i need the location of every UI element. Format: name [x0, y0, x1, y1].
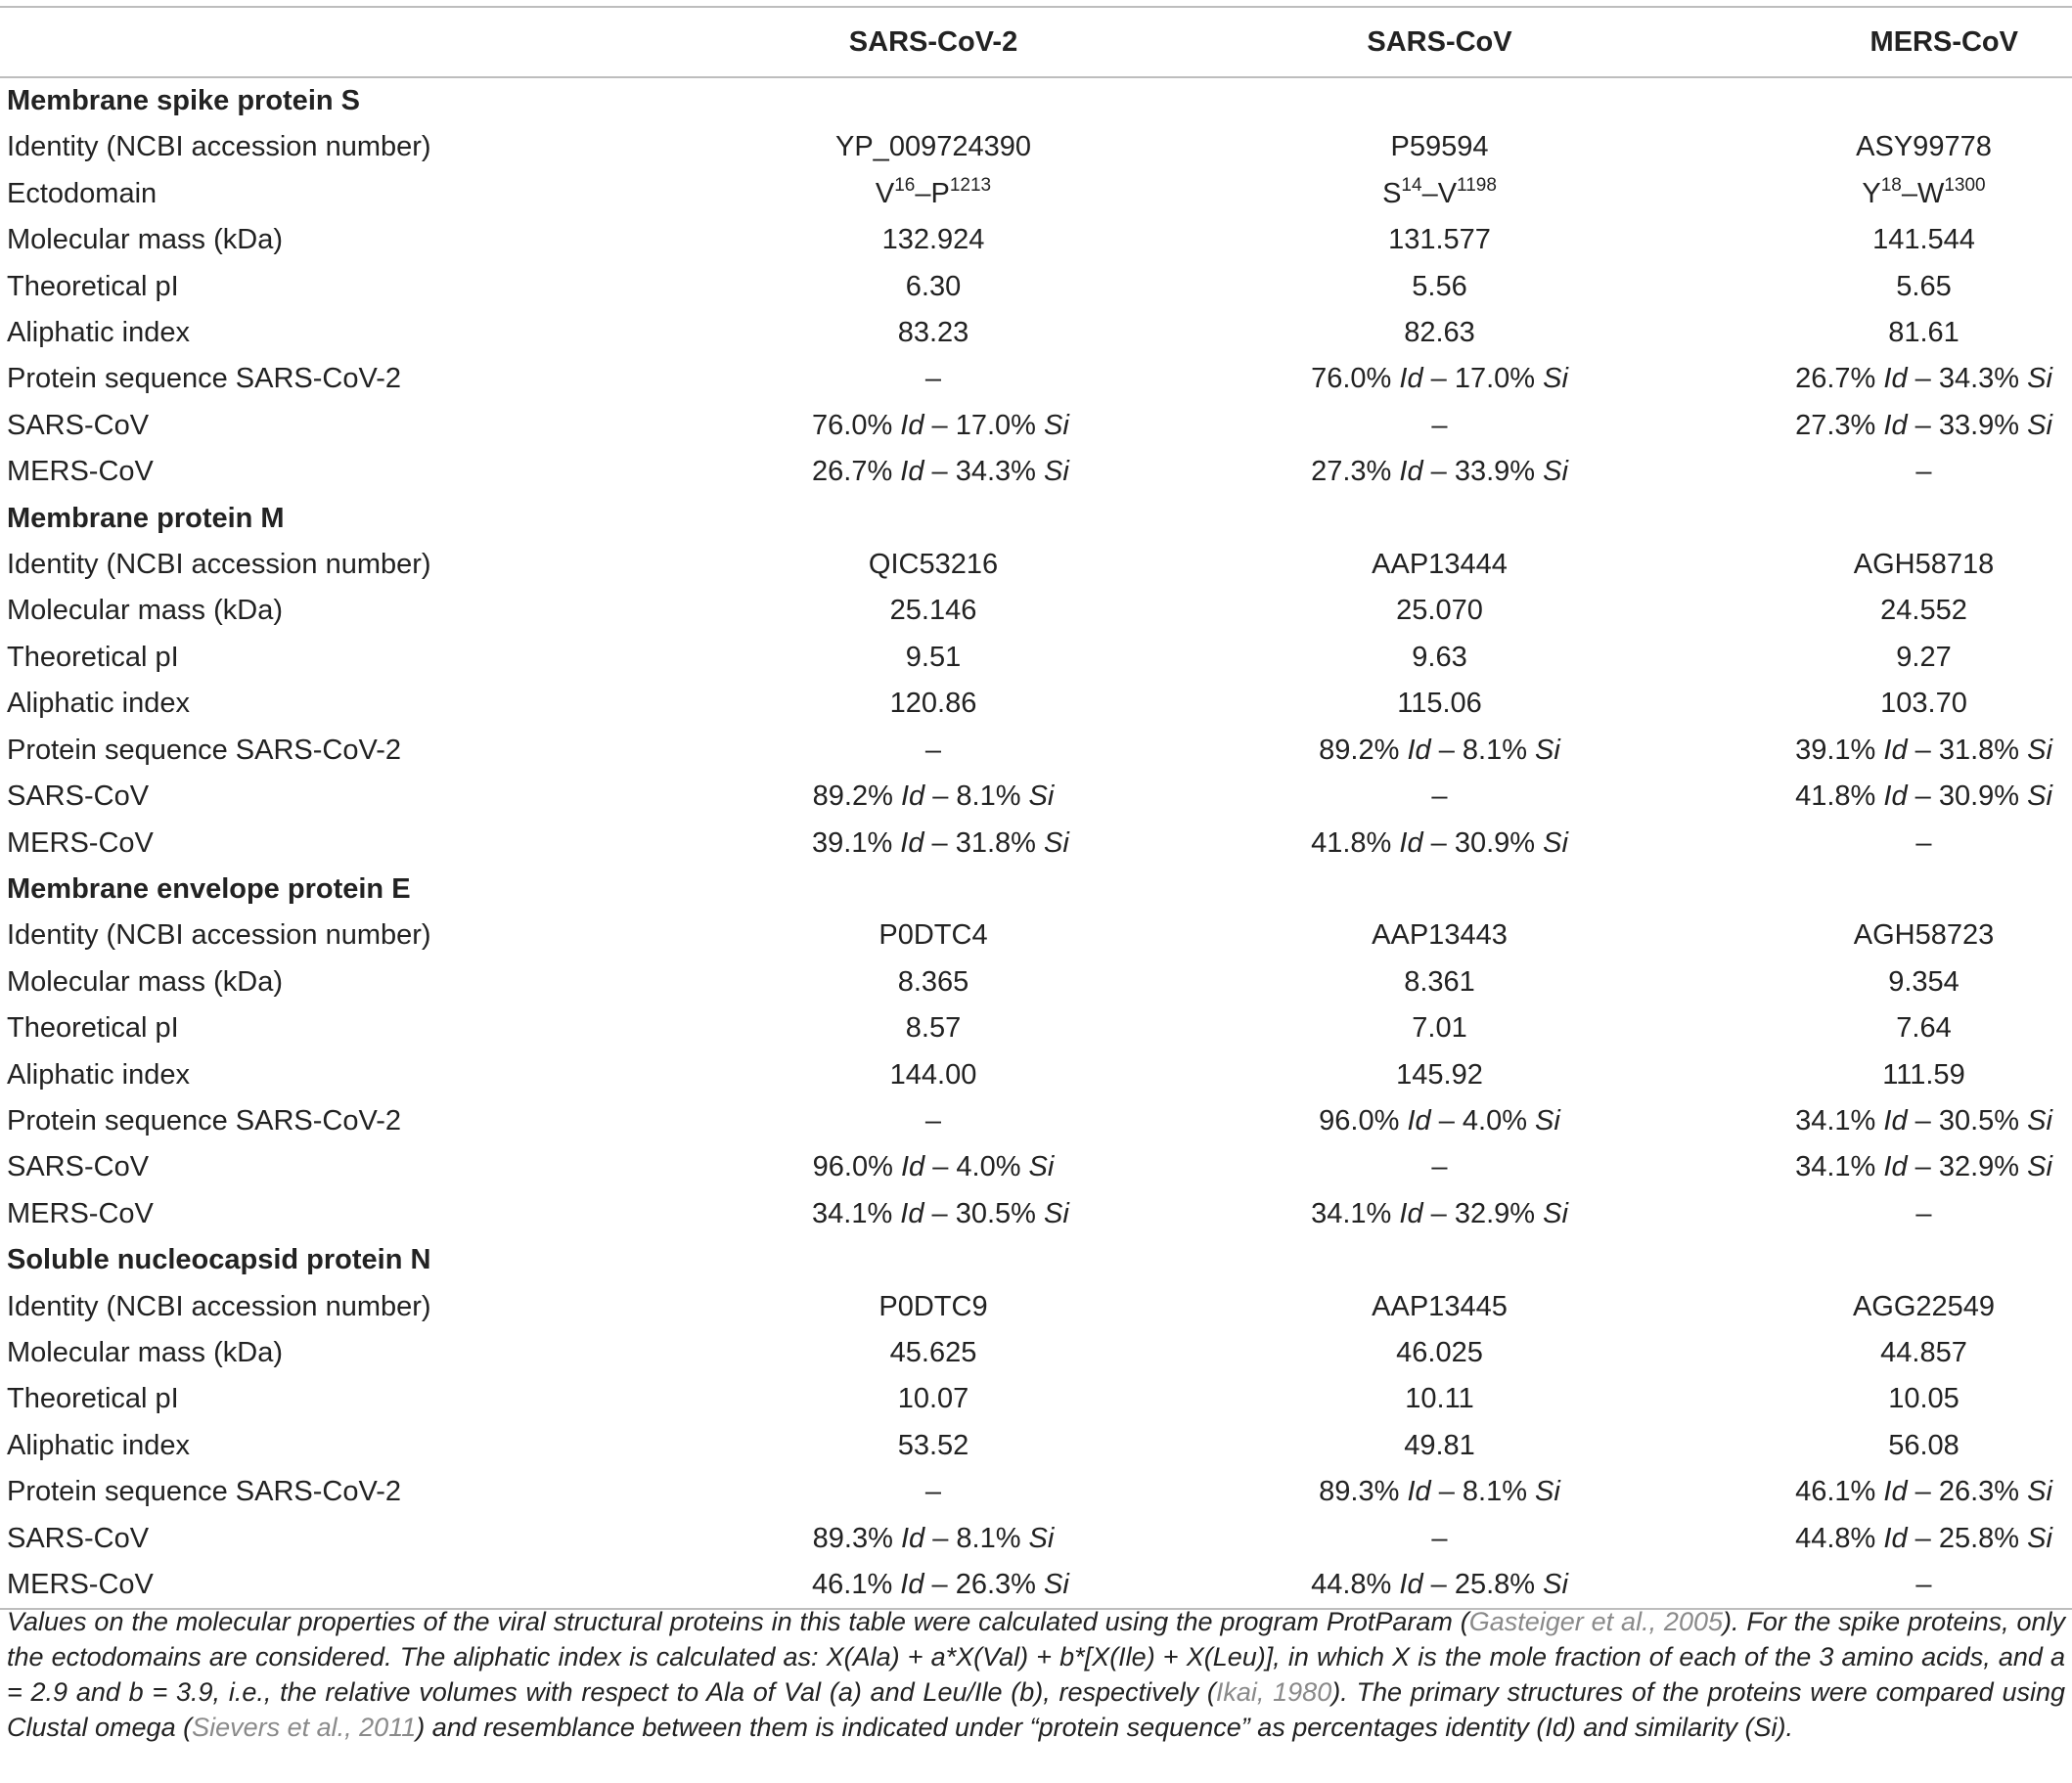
header-row: [0, 7, 2072, 77]
table-cell: 120.86: [889, 688, 977, 720]
table-row: [0, 264, 2072, 310]
identity-abbr: Id: [1407, 734, 1431, 766]
identity-abbr: Id: [1399, 1197, 1423, 1229]
table-body: [0, 77, 2072, 1609]
similarity-abbr: Si: [1543, 456, 1568, 488]
similarity-abbr: Si: [1543, 826, 1568, 859]
table-cell: $V^{16}-P^{1213}$: [875, 175, 992, 209]
table-row: [0, 1005, 2072, 1051]
table-cell: 103.70: [1880, 688, 1967, 720]
identity-abbr: Id: [900, 1569, 924, 1600]
table-cell: 34.1% Id – 32.9% Si: [1311, 1197, 1568, 1229]
row-label: Theoretical pI: [7, 270, 179, 302]
row-label: Ectodomain: [7, 177, 158, 209]
identity-abbr: Id: [1883, 1104, 1908, 1137]
table-cell: –: [1431, 1151, 1448, 1183]
table-cell: 111.59: [1882, 1058, 1965, 1091]
section-title: Membrane protein M: [7, 502, 285, 534]
table-cell: 44.8% Id – 25.8% Si: [1311, 1569, 1568, 1600]
similarity-abbr: Si: [1044, 1197, 1069, 1229]
row-label: Identity (NCBI accession number): [7, 919, 431, 952]
table-cell: 89.3% Id – 8.1% Si: [1319, 1476, 1560, 1508]
table-cell: AGH58723: [1853, 919, 1995, 952]
citation-link: Sievers et al., 2011: [192, 1713, 417, 1742]
row-label: Molecular mass (kDa): [7, 1336, 283, 1368]
table-cell: 9.63: [1412, 641, 1467, 673]
identity-abbr: Id: [1407, 1476, 1431, 1508]
table-cell: AGH58718: [1853, 549, 1995, 581]
similarity-abbr: Si: [1535, 1476, 1560, 1508]
header-mers-cov: MERS-CoV: [1869, 26, 2018, 58]
table-cell: 141.544: [1872, 224, 1975, 256]
table-row: [0, 1469, 2072, 1515]
header-sars-cov-2: SARS-CoV-2: [848, 26, 1018, 58]
identity-abbr: Id: [1883, 1151, 1908, 1183]
section-title: Membrane spike protein S: [7, 85, 360, 116]
table-cell: P0DTC4: [878, 919, 988, 952]
row-label: Aliphatic index: [7, 688, 190, 720]
table-row: [0, 356, 2072, 402]
table-cell: 34.1% Id – 30.5% Si: [1795, 1104, 2052, 1137]
section-title: Soluble nucleocapsid protein N: [7, 1244, 431, 1276]
table-cell: 26.7% Id – 34.3% Si: [812, 456, 1069, 488]
table-cell: 83.23: [897, 317, 969, 349]
table-cell: 45.625: [889, 1336, 977, 1368]
table-cell: 34.1% Id – 30.5% Si: [812, 1197, 1069, 1229]
table-row: [0, 774, 2072, 820]
table-cell: 82.63: [1404, 317, 1475, 349]
similarity-abbr: Si: [1543, 1197, 1568, 1229]
row-label: Protein sequence SARS-CoV-2: [7, 1104, 401, 1137]
similarity-abbr: Si: [2027, 1476, 2052, 1508]
table-row: [0, 171, 2072, 217]
identity-abbr: Id: [1883, 780, 1908, 813]
table-cell: QIC53216: [868, 549, 999, 581]
table-cell: 7.64: [1896, 1012, 1952, 1045]
table-cell: 25.146: [889, 595, 977, 627]
table-cell: –: [924, 363, 942, 395]
table-cell: P59594: [1390, 131, 1489, 163]
table-row: [0, 913, 2072, 958]
row-label: MERS-CoV: [7, 456, 154, 488]
table-footnote: Values on the molecular properties of the viral structural proteins in this table were calculated using the program ProtParam (Gasteiger et al., 2005). For the spike proteins, only the ectodomains are considered. The aliphatic index is calculated as: X(Ala) + a*X(Val) + b*[X(Ile) + X(Leu)], in which X is the mole fraction of each of the 3 amino acids, and a = 2.9 and b = 3.9, i.e., the relative volumes with respect to Ala of Val (a) and Leu/Ile (b), respectively (Ikai, 1980). The primary structures of the proteins were compared using Clustal omega (Sievers et al., 2011) and resemblance between them is indicated under “protein sequence” as percentages identity (Id) and similarity (Si).: [7, 1607, 2065, 1742]
section-row: [0, 1237, 2072, 1283]
table-cell: 27.3% Id – 33.9% Si: [1795, 409, 2052, 441]
table-cell: 8.361: [1404, 965, 1475, 998]
table-cell: 10.05: [1888, 1383, 1959, 1415]
table-cell: 56.08: [1888, 1429, 1959, 1461]
table-cell: 9.51: [905, 641, 962, 673]
row-label: Aliphatic index: [7, 1429, 190, 1461]
table-cell: 5.65: [1896, 270, 1952, 302]
table-cell: ASY99778: [1856, 131, 1992, 163]
table-cell: 39.1% Id – 31.8% Si: [812, 826, 1069, 859]
table-cell: 145.92: [1396, 1058, 1483, 1091]
table-cell: AAP13444: [1372, 549, 1508, 581]
table-cell: –: [924, 1476, 942, 1508]
table-cell: 24.552: [1880, 595, 1967, 627]
table-row: [0, 542, 2072, 588]
row-label: Theoretical pI: [7, 1383, 179, 1415]
similarity-abbr: Si: [1028, 1522, 1055, 1554]
table-cell: 46.025: [1396, 1336, 1483, 1368]
row-label: Protein sequence SARS-CoV-2: [7, 363, 401, 395]
table-cell: 5.56: [1412, 270, 1467, 302]
row-label: SARS-CoV: [7, 1522, 150, 1554]
table-cell: 39.1% Id – 31.8% Si: [1795, 734, 2052, 766]
similarity-abbr: Si: [2027, 780, 2052, 813]
table-cell: 26.7% Id – 34.3% Si: [1795, 363, 2052, 395]
table-cell: 53.52: [897, 1429, 969, 1461]
identity-abbr: Id: [1883, 1476, 1908, 1508]
citation-link: Gasteiger et al., 2005: [1468, 1607, 1723, 1636]
table-row: [0, 1562, 2072, 1609]
similarity-abbr: Si: [1044, 409, 1069, 441]
row-label: Aliphatic index: [7, 1058, 190, 1091]
table-cell: AGG22549: [1852, 1290, 1996, 1322]
table-cell: 44.857: [1880, 1336, 1967, 1368]
table-row: [0, 681, 2072, 727]
table-cell: AAP13443: [1372, 919, 1508, 952]
similarity-abbr: Si: [1044, 1569, 1069, 1600]
table-row: [0, 635, 2072, 681]
citation-link: Ikai, 1980: [1215, 1677, 1332, 1707]
table-cell: 41.8% Id – 30.9% Si: [1795, 780, 2052, 813]
identity-abbr: Id: [1399, 456, 1423, 488]
similarity-abbr: Si: [1028, 1151, 1055, 1183]
residue-number: 16: [894, 175, 916, 197]
identity-abbr: Id: [1399, 363, 1423, 395]
residue-number: 18: [1880, 175, 1902, 197]
table-cell: 144.00: [889, 1058, 977, 1091]
similarity-abbr: Si: [2027, 1522, 2052, 1554]
table-cell: $S^{14}-V^{1198}$: [1382, 175, 1497, 209]
identity-abbr: Id: [900, 780, 925, 813]
row-label: MERS-CoV: [7, 1197, 154, 1229]
table-row: [0, 1191, 2072, 1237]
table-cell: –: [1431, 1522, 1448, 1554]
table-cell: $Y^{18}-W^{1300}$: [1862, 175, 1986, 209]
identity-abbr: Id: [1399, 1569, 1423, 1600]
table-row: [0, 1330, 2072, 1376]
table-cell: 131.577: [1388, 224, 1491, 256]
identity-abbr: Id: [1399, 826, 1423, 859]
table-row: [0, 124, 2072, 170]
section-row: [0, 77, 2072, 124]
section-title: Membrane envelope protein E: [7, 872, 411, 905]
row-label: MERS-CoV: [7, 826, 154, 859]
table-cell: 132.924: [881, 224, 985, 256]
row-label: SARS-CoV: [7, 780, 150, 813]
table-cell: 9.354: [1888, 965, 1959, 998]
residue-number: 1198: [1457, 175, 1497, 197]
table-cell: 46.1% Id – 26.3% Si: [812, 1569, 1069, 1600]
similarity-abbr: Si: [1044, 456, 1069, 488]
header-blank: [0, 7, 646, 77]
table-cell: 34.1% Id – 32.9% Si: [1795, 1151, 2052, 1183]
table-cell: 115.06: [1397, 688, 1482, 720]
residue-number: 14: [1401, 175, 1422, 197]
similarity-abbr: Si: [1543, 363, 1568, 395]
section-row: [0, 496, 2072, 542]
similarity-abbr: Si: [2027, 363, 2052, 395]
table-cell: 96.0% Id – 4.0% Si: [812, 1151, 1055, 1183]
table-row: [0, 217, 2072, 263]
identity-abbr: Id: [1883, 409, 1908, 441]
similarity-abbr: Si: [1028, 780, 1055, 813]
table-cell: 89.2% Id – 8.1% Si: [812, 780, 1055, 813]
table-cell: 76.0% Id – 17.0% Si: [812, 409, 1069, 441]
similarity-abbr: Si: [2027, 734, 2052, 766]
table-row: [0, 1284, 2072, 1330]
table-cell: –: [1915, 826, 1932, 859]
table-row: [0, 449, 2072, 495]
table-row: [0, 310, 2072, 356]
identity-abbr: Id: [1883, 363, 1908, 395]
table-row: [0, 1516, 2072, 1562]
identity-abbr: Id: [900, 1197, 924, 1229]
identity-abbr: Id: [900, 1522, 925, 1554]
row-label: Theoretical pI: [7, 641, 179, 673]
table-cell: 89.3% Id – 8.1% Si: [812, 1522, 1055, 1554]
identity-abbr: Id: [900, 456, 924, 488]
table-cell: 8.57: [905, 1012, 962, 1045]
table-row: [0, 1098, 2072, 1144]
row-label: Molecular mass (kDa): [7, 224, 283, 256]
table-row: [0, 588, 2072, 634]
row-label: Protein sequence SARS-CoV-2: [7, 734, 401, 766]
table-cell: 10.07: [897, 1383, 969, 1415]
residue-number: 1300: [1944, 175, 1986, 197]
data-table: [0, 6, 2072, 1610]
header-sars-cov: SARS-CoV: [1367, 26, 1512, 58]
table-cell: 7.01: [1412, 1012, 1467, 1045]
table-cell: –: [1915, 1569, 1932, 1600]
table-cell: 44.8% Id – 25.8% Si: [1795, 1522, 2052, 1554]
table-row: [0, 959, 2072, 1005]
table-cell: 46.1% Id – 26.3% Si: [1795, 1476, 2052, 1508]
table-cell: –: [1431, 780, 1448, 813]
similarity-abbr: Si: [2027, 1151, 2052, 1183]
table-cell: –: [1431, 409, 1448, 441]
table-cell: 49.81: [1404, 1429, 1475, 1461]
table-cell: 8.365: [897, 965, 969, 998]
table-cell: –: [1915, 1197, 1932, 1229]
similarity-abbr: Si: [1543, 1569, 1568, 1600]
table-row: [0, 728, 2072, 774]
row-label: Aliphatic index: [7, 317, 190, 349]
row-label: Identity (NCBI accession number): [7, 131, 431, 163]
table-cell: 89.2% Id – 8.1% Si: [1319, 734, 1560, 766]
row-label: MERS-CoV: [7, 1569, 154, 1600]
table-cell: –: [1915, 456, 1932, 488]
table-row: [0, 1052, 2072, 1098]
table-cell: 9.27: [1896, 641, 1952, 673]
table-cell: 96.0% Id – 4.0% Si: [1319, 1104, 1560, 1137]
table-row: [0, 403, 2072, 449]
table-cell: AAP13445: [1372, 1290, 1508, 1322]
similarity-abbr: Si: [2027, 1104, 2052, 1137]
identity-abbr: Id: [900, 826, 924, 859]
table-cell: 41.8% Id – 30.9% Si: [1311, 826, 1568, 859]
row-label: SARS-CoV: [7, 409, 150, 441]
row-label: Molecular mass (kDa): [7, 965, 283, 998]
identity-abbr: Id: [900, 409, 924, 441]
table-cell: 27.3% Id – 33.9% Si: [1311, 456, 1568, 488]
table-cell: –: [924, 1104, 942, 1137]
identity-abbr: Id: [1883, 734, 1908, 766]
similarity-abbr: Si: [1044, 826, 1069, 859]
table-cell: P0DTC9: [878, 1290, 988, 1322]
section-row: [0, 867, 2072, 913]
identity-abbr: Id: [900, 1151, 925, 1183]
table-cell: 6.30: [905, 270, 962, 302]
table-cell: 25.070: [1396, 595, 1483, 627]
table-cell: –: [924, 734, 942, 766]
row-label: Molecular mass (kDa): [7, 595, 283, 627]
table-row: [0, 821, 2072, 867]
row-label: Protein sequence SARS-CoV-2: [7, 1476, 401, 1508]
row-label: Theoretical pI: [7, 1012, 179, 1045]
table-cell: YP_009724390: [835, 131, 1031, 163]
row-label: SARS-CoV: [7, 1151, 150, 1183]
table-header: [0, 7, 2072, 77]
row-label: Identity (NCBI accession number): [7, 1290, 431, 1322]
table-row: [0, 1376, 2072, 1422]
similarity-abbr: Si: [1535, 734, 1560, 766]
table-row: [0, 1423, 2072, 1469]
table-cell: 81.61: [1888, 317, 1959, 349]
identity-abbr: Id: [1883, 1522, 1908, 1554]
table-cell: 76.0% Id – 17.0% Si: [1311, 363, 1568, 395]
table-cell: 10.11: [1405, 1383, 1474, 1415]
row-label: Identity (NCBI accession number): [7, 549, 431, 581]
residue-number: 1213: [949, 175, 992, 197]
identity-abbr: Id: [1407, 1104, 1431, 1137]
similarity-abbr: Si: [2027, 409, 2052, 441]
similarity-abbr: Si: [1535, 1104, 1560, 1137]
table-row: [0, 1144, 2072, 1190]
